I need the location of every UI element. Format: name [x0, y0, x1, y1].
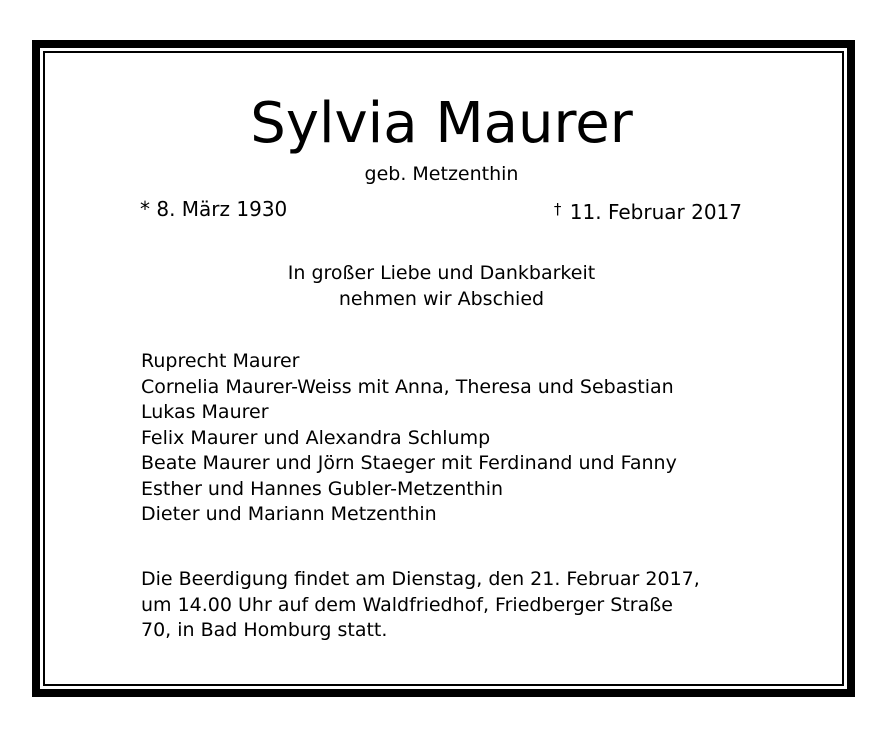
death-date: 11. Februar 2017	[569, 200, 742, 224]
mourner-item: Cornelia Maurer-Weiss mit Anna, Theresa und Sebastian	[141, 375, 674, 398]
funeral-info-line: Die Beerdigung findet am Dienstag, den 21. Februar 2017,	[141, 568, 700, 590]
mourner-item: Felix Maurer und Alexandra Schlump	[141, 426, 491, 449]
mourner-item: Lukas Maurer	[141, 401, 269, 423]
mourner-item: Beate Maurer und Jörn Staeger mit Ferdinand und Fanny	[141, 452, 677, 474]
birth-date: * 8. März 1930	[140, 197, 288, 221]
death-date-group	[554, 197, 742, 224]
deceased-name: Sylvia Maurer	[250, 91, 633, 156]
funeral-info-line: 70, in Bad Homburg statt.	[141, 619, 388, 641]
mourner-item: Dieter und Mariann Metzenthin	[141, 503, 437, 525]
mourner-item: Ruprecht Maurer	[141, 350, 300, 372]
mourners-list	[141, 349, 677, 528]
funeral-info-line: um 14.00 Uhr auf dem Waldfriedhof, Friedberger Straße	[141, 593, 673, 616]
funeral-info	[141, 567, 700, 644]
birth-name: geb. Metzenthin	[364, 163, 519, 185]
mourner-item: Esther und Hannes Gubler-Metzenthin	[141, 477, 504, 500]
tagline-line: nehmen wir Abschied	[338, 288, 545, 310]
tagline-line: In großer Liebe und Dankbarkeit	[287, 262, 596, 284]
dagger-icon: †	[553, 200, 562, 218]
tagline	[0, 260, 883, 312]
